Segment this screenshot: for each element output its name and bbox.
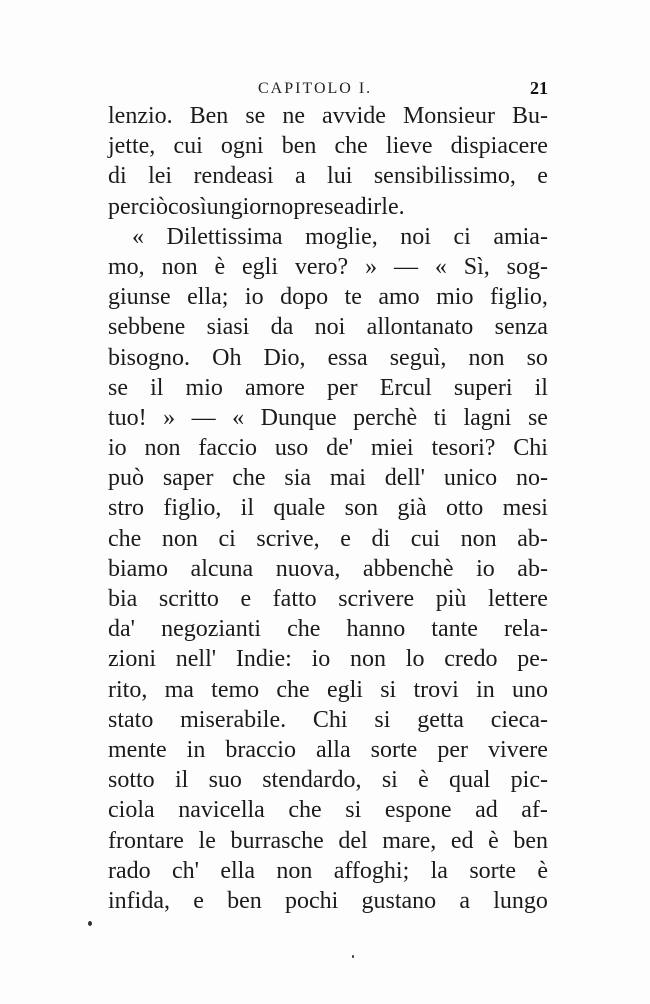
text-line: mente in braccio alla sorte per vivere <box>108 736 548 763</box>
ink-speck <box>88 921 92 926</box>
text-line: può saper che sia mai dell' unico no- <box>108 465 548 492</box>
text-line: rito, ma temo che egli si trovi in uno <box>108 676 548 703</box>
text-line: jette, cui ogni ben che lieve dispiacere <box>108 133 548 160</box>
text-line: bia scritto e fatto scrivere più lettere <box>108 586 548 612</box>
text-line: « Dilettissima moglie, noi ci amia- <box>132 223 548 250</box>
text-line: stato miserabile. Chi si getta cieca- <box>108 706 548 733</box>
text-line: da' negozianti che hanno tante rela- <box>108 616 548 643</box>
text-line: di lei rendeasi a lui sensibilissimo, e <box>108 163 548 190</box>
text-line: se il mio amore per Ercul superi il <box>108 374 548 401</box>
text-line: biamo alcuna nuova, abbenchè io ab- <box>108 555 548 582</box>
text-line: tuo! » — « Dunque perchè ti lagni se <box>108 404 548 431</box>
text-line: perciò così un giorno prese a dirle. <box>108 193 405 220</box>
text-line: ciola navicella che si espone ad af- <box>108 797 548 824</box>
text-line: io non faccio uso de' miei tesori? Chi <box>108 435 548 462</box>
body-text <box>108 101 548 916</box>
text-line: lenzio. Ben se ne avvide Monsieur Bu- <box>108 103 548 129</box>
text-line: bisogno. Oh Dio, essa seguì, non so <box>108 344 548 371</box>
text-line: rado ch' ella non affoghi; la sorte è <box>108 857 548 884</box>
chapter-title: CAPITOLO I. <box>258 80 373 97</box>
text-line: zioni nell' Indie: io non lo credo pe- <box>108 646 548 673</box>
text-line: che non ci scrive, e di cui non ab- <box>108 525 548 552</box>
text-line: frontare le burrasche del mare, ed è ben <box>108 827 548 854</box>
text-line: sotto il suo stendardo, si è qual pic- <box>108 767 548 794</box>
text-line: mo, non è egli vero? » — « Sì, sog- <box>108 253 548 280</box>
text-line: sebbene siasi da noi allontanato senza <box>108 314 548 341</box>
text-line: giunse ella; io dopo te amo mio figlio, <box>108 284 548 311</box>
text-line: stro figlio, il quale son già otto mesi <box>108 495 548 522</box>
text-line: infida, e ben pochi gustano a lungo <box>108 887 548 914</box>
page-number: 21 <box>530 78 548 98</box>
ink-speck <box>352 955 354 958</box>
